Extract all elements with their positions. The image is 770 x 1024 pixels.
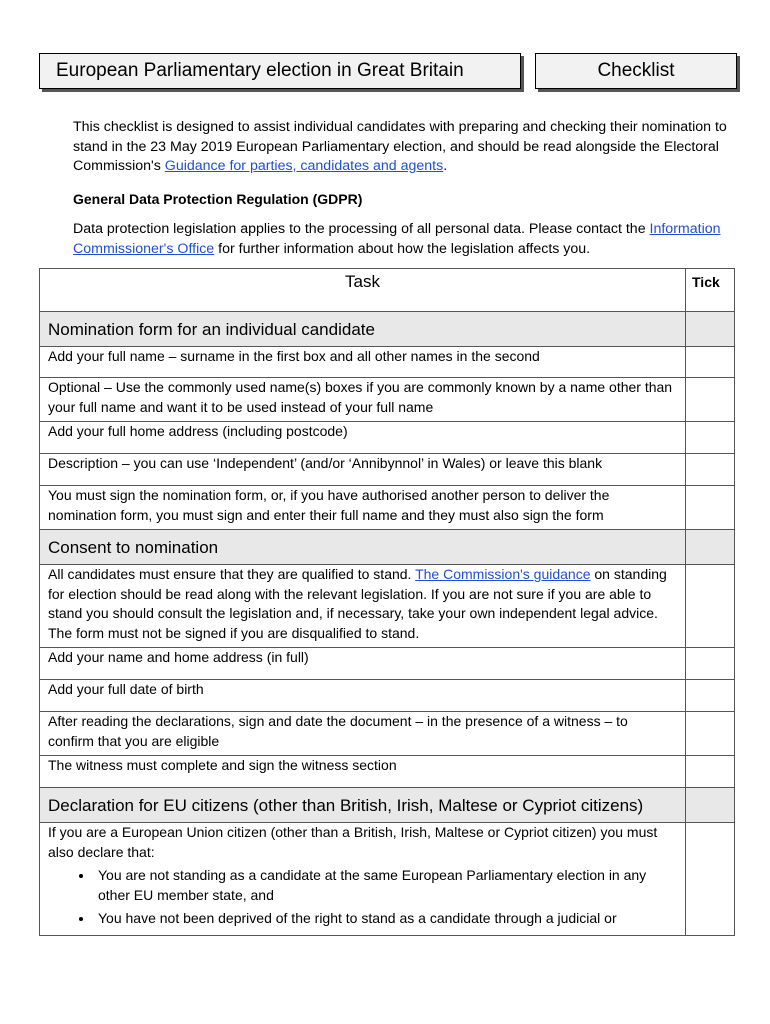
task-text: Description – you can use ‘Independent’ (and/or ‘Annibynnol’ in Wales) or leave this blank bbox=[40, 454, 686, 486]
task-text bbox=[40, 823, 686, 936]
checklist-label: Checklist bbox=[597, 60, 675, 81]
table-row bbox=[40, 756, 735, 788]
task-text: The witness must complete and sign the witness section bbox=[40, 756, 686, 788]
tick-cell[interactable] bbox=[686, 680, 735, 712]
gdpr-text-end: for further information about how the legislation affects you. bbox=[214, 240, 591, 257]
document-title-box bbox=[39, 53, 521, 89]
tick-cell[interactable] bbox=[686, 347, 735, 378]
intro-text-end: . bbox=[443, 158, 448, 174]
table-row bbox=[40, 347, 735, 378]
tick-cell[interactable] bbox=[686, 648, 735, 680]
intro-text: This checklist is designed to assist individual candidates with preparing and checking their nomination to stand in the 23 May 2019 European Parliamentary election, and should be read alongside the Electoral Commission's bbox=[73, 119, 727, 174]
task-text: You must sign the nomination form, or, if you have authorised another person to deliver the nomination form, you must sign and enter their full name and they must also sign the form bbox=[40, 486, 686, 530]
document-title: European Parliamentary election in Great Britain bbox=[56, 60, 464, 81]
table-row bbox=[40, 712, 735, 756]
table-row bbox=[40, 565, 735, 648]
table-row bbox=[40, 486, 735, 530]
task-text-part: All candidates must ensure that they are qualified to stand. bbox=[48, 566, 416, 582]
eu-declaration-intro: If you are a European Union citizen (other than a British, Irish, Maltese or Cypriot citizen) you must also declare that: bbox=[48, 824, 658, 860]
list-item: • You are not standing as a candidate at the same European Parliamentary election in any other EU member state, and bbox=[94, 866, 677, 905]
section-title: Consent to nomination bbox=[40, 530, 686, 565]
section-header-row bbox=[40, 312, 735, 347]
table-row bbox=[40, 823, 735, 936]
tick-cell[interactable] bbox=[686, 422, 735, 454]
task-text bbox=[40, 565, 686, 648]
checklist-table bbox=[39, 268, 735, 936]
list-item: • You have not been deprived of the right to stand as a candidate through a judicial or bbox=[94, 909, 677, 929]
tick-cell[interactable] bbox=[686, 378, 735, 422]
section-header-row bbox=[40, 530, 735, 565]
task-text: Add your full date of birth bbox=[40, 680, 686, 712]
table-row bbox=[40, 680, 735, 712]
ico-link[interactable]: Information Commissioner's Office bbox=[73, 221, 721, 257]
tick-column-header: Tick bbox=[686, 269, 735, 312]
checklist-label-box bbox=[535, 53, 737, 89]
tick-cell[interactable] bbox=[686, 454, 735, 486]
tick-cell[interactable] bbox=[686, 756, 735, 788]
tick-cell[interactable] bbox=[686, 565, 735, 648]
section-header-row bbox=[40, 788, 735, 823]
eu-declaration-list bbox=[48, 866, 677, 929]
table-row bbox=[40, 378, 735, 422]
task-text: Optional – Use the commonly used name(s) boxes if you are commonly known by a name other than your full name and want it to be used instead of your full name bbox=[40, 378, 686, 422]
gdpr-text: Data protection legislation applies to the processing of all personal data. Please contact the bbox=[73, 221, 650, 237]
tick-cell[interactable] bbox=[686, 823, 735, 936]
table-row bbox=[40, 422, 735, 454]
section-tick-cell bbox=[686, 312, 735, 347]
table-header-row bbox=[40, 269, 735, 312]
task-text: After reading the declarations, sign and date the document – in the presence of a witness – to confirm that you are eligible bbox=[40, 712, 686, 756]
table-row bbox=[40, 454, 735, 486]
gdpr-paragraph bbox=[73, 220, 733, 259]
task-text: Add your full home address (including postcode) bbox=[40, 422, 686, 454]
section-tick-cell bbox=[686, 530, 735, 565]
task-text-part: on standing for election should be read along with the relevant legislation. If you are not sure if you are able to stand you should consult the legislation and, if necessary, take your own independent legal advice. The form must not be signed if you are disqualified to stand. bbox=[48, 566, 667, 641]
commission-guidance-link[interactable]: The Commission's guidance bbox=[415, 566, 591, 582]
tick-cell[interactable] bbox=[686, 712, 735, 756]
section-title: Declaration for EU citizens (other than British, Irish, Maltese or Cypriot citizens) bbox=[40, 788, 686, 823]
task-text: Add your full name – surname in the first box and all other names in the second bbox=[40, 347, 686, 378]
section-tick-cell bbox=[686, 788, 735, 823]
intro-paragraph bbox=[73, 118, 733, 177]
section-title: Nomination form for an individual candidate bbox=[40, 312, 686, 347]
task-text: Add your name and home address (in full) bbox=[40, 648, 686, 680]
guidance-link[interactable]: Guidance for parties, candidates and agents bbox=[164, 158, 444, 174]
gdpr-heading: General Data Protection Regulation (GDPR) bbox=[73, 191, 363, 207]
tick-cell[interactable] bbox=[686, 486, 735, 530]
task-column-header: Task bbox=[40, 269, 686, 312]
table-row bbox=[40, 648, 735, 680]
